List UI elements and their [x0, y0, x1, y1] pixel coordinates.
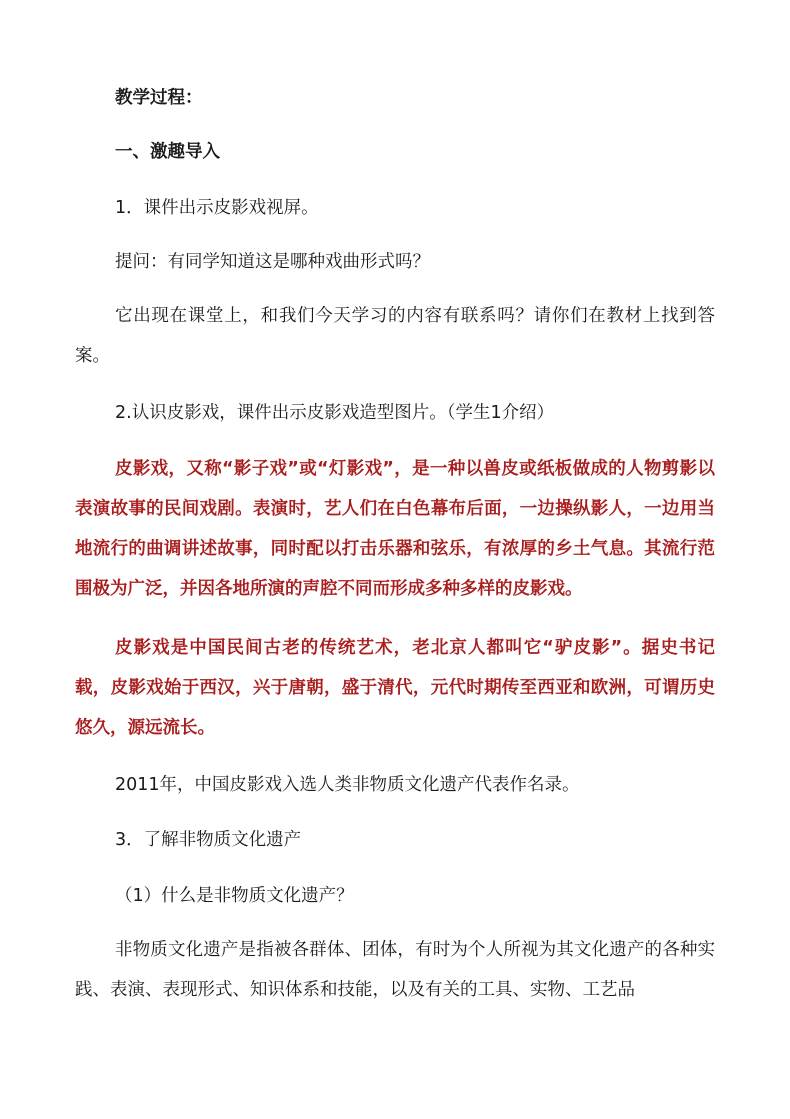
sub-item-1: （1）什么是非物质文化遗产？	[115, 886, 354, 906]
item-1: 1．课件出示皮影戏视屏。	[115, 198, 319, 218]
question-text: 提问：有同学知道这是哪种戏曲形式吗？	[115, 252, 430, 272]
context-paragraph: 它出现在课堂上，和我们今天学习的内容有联系吗？请你们在教材上找到答案。	[75, 306, 715, 366]
definition-paragraph: 非物质文化遗产是指被各群体、团体，有时为个人所视为其文化遗产的各种实践、表演、表现形式、知识体系和技能，以及有关的工具、实物、工艺品	[75, 940, 715, 1000]
item-3: 3．了解非物质文化遗产	[115, 830, 302, 850]
heading-intro: 一、激趣导入	[115, 142, 220, 162]
paragraph-2011: 2011年，中国皮影戏入选人类非物质文化遗产代表作名录。	[115, 775, 580, 795]
item-2: 2.认识皮影戏，课件出示皮影戏造型图片。（学生1介绍）	[115, 403, 555, 423]
heading-teaching-process: 教学过程：	[115, 88, 203, 108]
shadow-play-description: 皮影戏，又称“影子戏”或“灯影戏”，是一种以兽皮或纸板做成的人物剪影以表演故事的民间戏剧。表演时，艺人们在白色幕布后面，一边操纵影人，一边用当地流行的曲调讲述故事，同时配以打击乐器和弦乐，有浓厚的乡土气息。其流行范围极为广泛，并因各地所演的声腔不同而形成多种多样的皮影戏。	[75, 459, 715, 599]
shadow-play-history: 皮影戏是中国民间古老的传统艺术，老北京人都叫它“驴皮影”。据史书记载，皮影戏始于西汉，兴于唐朝，盛于清代，元代时期传至西亚和欧洲，可谓历史悠久，源远流长。	[75, 638, 715, 738]
